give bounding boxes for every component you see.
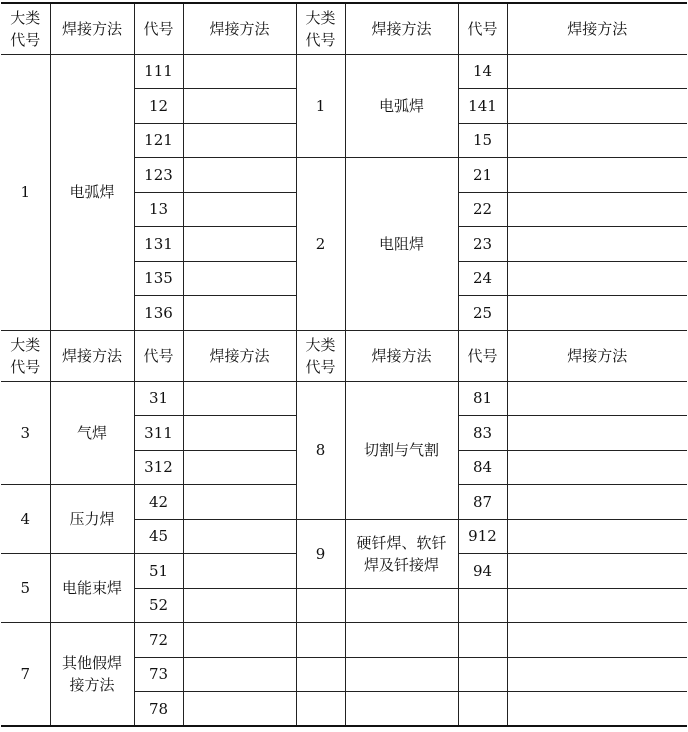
- header-method: 焊接方法: [507, 330, 687, 381]
- code-cell: 94: [458, 554, 507, 589]
- empty-method-cell: [183, 519, 296, 554]
- table-header-row: [1, 3, 687, 54]
- code-cell: 311: [134, 416, 183, 451]
- empty-cell: [345, 588, 458, 623]
- empty-cell: [458, 692, 507, 727]
- method-cell: 电弧焊: [50, 54, 134, 330]
- header-code: 代号: [134, 330, 183, 381]
- empty-method-cell: [507, 554, 687, 589]
- empty-method-cell: [183, 123, 296, 158]
- header-category-code-line: 大类: [305, 8, 336, 27]
- empty-method-cell: [507, 450, 687, 485]
- category-code-cell: 1: [1, 54, 50, 330]
- header-category-code-line: 大类: [305, 335, 336, 354]
- code-cell: 87: [458, 485, 507, 520]
- code-cell: 25: [458, 296, 507, 331]
- method-cell: 切割与气割: [345, 381, 458, 519]
- header-category-code: [296, 3, 345, 54]
- category-code-cell: 9: [296, 519, 345, 588]
- header-method: 焊接方法: [183, 330, 296, 381]
- header-method: 焊接方法: [345, 3, 458, 54]
- category-code-cell: 3: [1, 381, 50, 485]
- empty-cell: [296, 588, 345, 623]
- code-cell: 42: [134, 485, 183, 520]
- code-cell: 31: [134, 381, 183, 416]
- code-cell: 13: [134, 192, 183, 227]
- empty-cell: [458, 657, 507, 692]
- code-cell: 121: [134, 123, 183, 158]
- header-category-code-line: 代号: [10, 357, 41, 376]
- empty-method-cell: [183, 89, 296, 124]
- code-cell: 78: [134, 692, 183, 727]
- empty-method-cell: [507, 89, 687, 124]
- code-cell: 72: [134, 623, 183, 658]
- empty-cell: [296, 657, 345, 692]
- header-code: 代号: [134, 3, 183, 54]
- code-cell: 912: [458, 519, 507, 554]
- category-code-cell: 8: [296, 381, 345, 519]
- empty-method-cell: [507, 381, 687, 416]
- header-category-code: [296, 330, 345, 381]
- category-code-cell: 2: [296, 158, 345, 331]
- code-cell: 123: [134, 158, 183, 193]
- empty-method-cell: [507, 416, 687, 451]
- empty-method-cell: [507, 519, 687, 554]
- method-cell: 压力焊: [50, 485, 134, 554]
- empty-cell: [458, 623, 507, 658]
- header-category-code: [1, 3, 50, 54]
- code-cell: 24: [458, 261, 507, 296]
- category-code-cell: 5: [1, 554, 50, 623]
- category-code-cell: 1: [296, 54, 345, 158]
- empty-method-cell: [183, 261, 296, 296]
- table-header-row: [1, 330, 687, 381]
- code-cell: 12: [134, 89, 183, 124]
- header-method: 焊接方法: [507, 3, 687, 54]
- empty-method-cell: [507, 296, 687, 331]
- code-cell: 135: [134, 261, 183, 296]
- welding-method-code-table: [1, 2, 687, 727]
- header-method: 焊接方法: [183, 3, 296, 54]
- empty-method-cell: [183, 623, 296, 658]
- empty-cell: [345, 657, 458, 692]
- empty-method-cell: [183, 588, 296, 623]
- empty-cell: [507, 588, 687, 623]
- empty-method-cell: [183, 416, 296, 451]
- code-cell: 81: [458, 381, 507, 416]
- table-row: [1, 623, 687, 658]
- method-cell: 硬钎焊、软钎 焊及钎接焊: [345, 519, 458, 588]
- empty-cell: [296, 692, 345, 727]
- code-cell: 84: [458, 450, 507, 485]
- empty-method-cell: [183, 54, 296, 89]
- empty-cell: [345, 623, 458, 658]
- empty-method-cell: [507, 123, 687, 158]
- category-code-cell: 4: [1, 485, 50, 554]
- header-category-code-line: 代号: [10, 30, 41, 49]
- table-row: [1, 381, 687, 416]
- empty-cell: [345, 692, 458, 727]
- empty-cell: [507, 657, 687, 692]
- empty-method-cell: [183, 192, 296, 227]
- empty-method-cell: [507, 485, 687, 520]
- header-code: 代号: [458, 3, 507, 54]
- header-method: 焊接方法: [345, 330, 458, 381]
- code-cell: 83: [458, 416, 507, 451]
- empty-method-cell: [183, 158, 296, 193]
- code-cell: 312: [134, 450, 183, 485]
- header-category-code-line: 大类: [10, 8, 41, 27]
- empty-method-cell: [183, 381, 296, 416]
- code-cell: 45: [134, 519, 183, 554]
- code-cell: 51: [134, 554, 183, 589]
- empty-method-cell: [183, 554, 296, 589]
- code-cell: 21: [458, 158, 507, 193]
- empty-method-cell: [507, 192, 687, 227]
- table-row: [1, 54, 687, 89]
- method-cell: 气焊: [50, 381, 134, 485]
- code-cell: 22: [458, 192, 507, 227]
- header-category-code-line: 代号: [305, 30, 336, 49]
- method-cell: 电阻焊: [345, 158, 458, 331]
- code-cell: 73: [134, 657, 183, 692]
- header-method: 焊接方法: [50, 3, 134, 54]
- empty-method-cell: [507, 158, 687, 193]
- code-cell: 111: [134, 54, 183, 89]
- empty-method-cell: [183, 450, 296, 485]
- code-cell: 23: [458, 227, 507, 262]
- header-category-code-line: 大类: [10, 335, 41, 354]
- empty-cell: [296, 623, 345, 658]
- code-cell: 131: [134, 227, 183, 262]
- code-cell: 136: [134, 296, 183, 331]
- empty-method-cell: [183, 657, 296, 692]
- method-cell: 电弧焊: [345, 54, 458, 158]
- code-cell: 14: [458, 54, 507, 89]
- header-category-code: [1, 330, 50, 381]
- empty-cell: [507, 692, 687, 727]
- empty-method-cell: [183, 485, 296, 520]
- empty-method-cell: [183, 296, 296, 331]
- empty-method-cell: [507, 54, 687, 89]
- empty-cell: [507, 623, 687, 658]
- code-cell: 52: [134, 588, 183, 623]
- header-method: 焊接方法: [50, 330, 134, 381]
- code-cell: 15: [458, 123, 507, 158]
- method-cell: 电能束焊: [50, 554, 134, 623]
- header-code: 代号: [458, 330, 507, 381]
- code-cell: 141: [458, 89, 507, 124]
- empty-method-cell: [507, 227, 687, 262]
- category-code-cell: 7: [1, 623, 50, 727]
- header-category-code-line: 代号: [305, 357, 336, 376]
- empty-method-cell: [183, 692, 296, 727]
- method-cell: 其他假焊 接方法: [50, 623, 134, 727]
- empty-method-cell: [183, 227, 296, 262]
- empty-cell: [458, 588, 507, 623]
- empty-method-cell: [507, 261, 687, 296]
